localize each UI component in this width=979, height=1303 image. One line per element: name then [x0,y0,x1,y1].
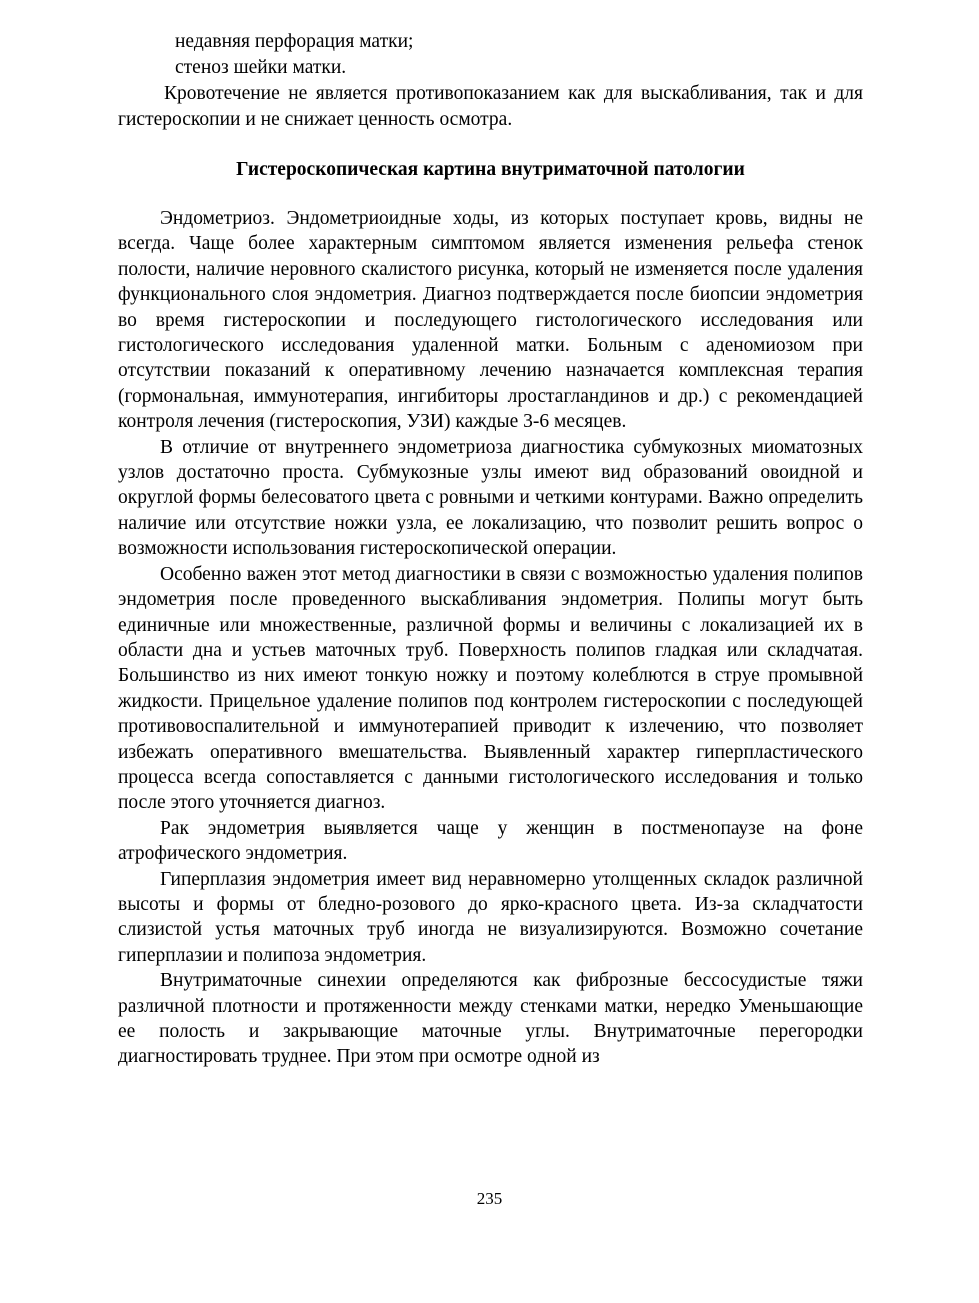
list-item: недавняя перфорация матки; [175,31,414,52]
page-number: 235 [476,1189,503,1208]
paragraph-synechiae: Внутриматочные синехии определяются как фиброзные бессосудистые тяжи различной плотности и протяженности между стенками матки, нередко Уменьшающие ее полость и закрывающие маточные углы. Внутриматочные перегородки диагностировать труднее. При этом при осмотре одной из [118,970,863,1068]
section-heading: Гистероскопическая картина внутриматочной патологии [236,159,745,180]
paragraph-myoma: В отличие от внутреннего эндометриоза диагностика субмукозных миоматозных узлов достаточно проста. Субмукозные узлы имеют вид образований овоидной и округлой формы белесоватого цвета с ровными и четкими контурами. Важно определить наличие или отсутствие ножки узла, ее локализацию, что позволит решить вопрос о возможности использования гистероскопической операции. [118,436,863,560]
list-item: стеноз шейки матки. [175,57,347,78]
paragraph-polyps: Особенно важен этот метод диагностики в связи с возможностью удаления полипов эндометрия после проведенного выскабливания эндометрия. Полипы могут быть единичные или множественные, различной формы и величины с локализацией их в области дна и устьев маточных труб. Поверхность полипов гладкая или складчатая. Большинство из них имеют тонкую ножку и поэтому колеблются в струе промывной жидкости. Прицельное удаление полипов под контролем гистероскопии с последующей противовоспалительной и иммунотерапией приводит к излечению, что позволяет избежать оперативного вмешательства. Выявленный характер гиперпластического процесса всегда сопоставляется с данными гистологического исследования и только после этого уточняется диагноз. [118,563,863,814]
paragraph-cancer: Рак эндометрия выявляется чаще у женщин в постменопаузе на фоне атрофического эндометрия. [118,817,863,865]
paragraph-endometriosis: Эндометриоз. Эндометриоидные ходы, из которых поступает кровь, видны не всегда. Чаще более характерным симптомом является изменения рельефа стенок полости, наличие неровного скалистого рисунка, который не изменяется после удаления функционального слоя эндометрия. Диагноз подтверждается после биопсии эндометрия во время гистероскопии и последующего гистологического исследования или гистологического исследования удаленной матки. Больным с аденомиозом при отсутствии показаний к оперативному лечению назначается комплексная терапия (гормональная, иммунотерапия, ингибиторы лростагландинов и др.) с рекомендацией контроля лечения (гистероскопия, УЗИ) каждые 3-6 месяцев. [118,208,863,433]
body-text [118,206,863,1070]
intro-paragraph: Кровотечение не является противопоказанием как для выскабливания, так и для гистероскопии и не снижает ценность осмотра. [118,83,863,130]
paragraph-hyperplasia: Гиперплазия эндометрия имеет вид неравномерно утолщенных складок различной высоты и формы от бледно-розового до ярко-красного цвета. Из-за складчатости слизистой устья маточных труб иногда не визуализируются. Возможно сочетание гиперплазии и полипоза эндометрия. [118,868,863,966]
